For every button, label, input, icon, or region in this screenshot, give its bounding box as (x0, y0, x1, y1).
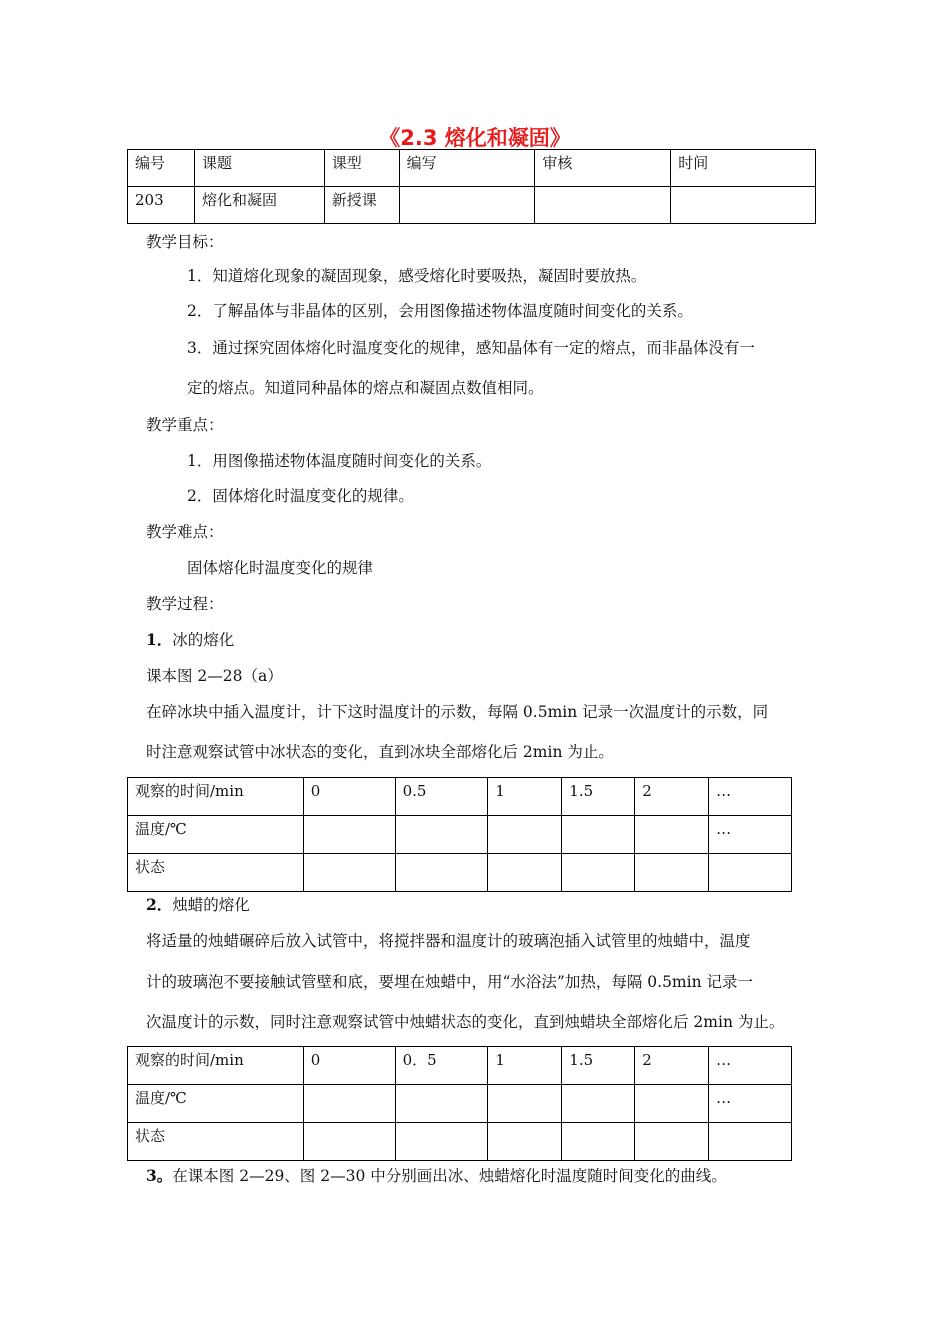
row-label: 观察的时间/min (128, 1047, 304, 1085)
table-row (128, 816, 792, 854)
table-cell: 1 (488, 778, 562, 816)
process-heading: 教学过程： (146, 595, 224, 613)
section-2-text: 次温度计的示数，同时注意观察试管中烛蜡状态的变化，直到烛蜡块全部熔化后 2min 为止。 (146, 1013, 785, 1031)
wax-observation-table (127, 1046, 792, 1161)
table-cell (635, 854, 709, 892)
objectives-heading: 教学目标： (146, 233, 224, 251)
table-cell (535, 187, 671, 224)
table-cell (395, 1085, 488, 1123)
table-cell: … (709, 816, 792, 854)
row-label: 状态 (128, 854, 304, 892)
section-body: 在课本图 2—29、图 2—30 中分别画出冰、烛蜡熔化时温度随时间变化的曲线。 (172, 1167, 727, 1185)
objective-item: 1．知道熔化现象的凝固现象，感受熔化时要吸热，凝固时要放热。 (187, 267, 647, 285)
difficulties-text: 固体熔化时温度变化的规律 (187, 559, 374, 577)
key-point-item: 2．固体熔化时温度变化的规律。 (187, 487, 414, 505)
lesson-info-table (127, 149, 816, 224)
table-cell (395, 1123, 488, 1161)
table-row (128, 1085, 792, 1123)
table-cell (488, 1085, 562, 1123)
section-number: 3。 (146, 1166, 173, 1185)
table-cell: 1.5 (562, 1047, 635, 1085)
section-2-text: 将适量的烛蜡碾碎后放入试管中，将搅拌器和温度计的玻璃泡插入试管里的烛蜡中，温度 (146, 932, 751, 950)
key-points-heading: 教学重点： (146, 416, 224, 434)
table-row (128, 1123, 792, 1161)
section-1-reference: 课本图 2—28（a） (146, 667, 283, 685)
page-title: 《2.3 熔化和凝固》 (379, 126, 571, 150)
table-cell (671, 187, 816, 224)
table-cell (399, 187, 535, 224)
table-cell: 1 (488, 1047, 562, 1085)
table-cell: 203 (128, 187, 195, 224)
objective-item: 2．了解晶体与非晶体的区别，会用图像描述物体温度随时间变化的关系。 (187, 302, 693, 320)
table-cell (488, 854, 562, 892)
table-cell (303, 816, 395, 854)
table-cell: 1.5 (562, 778, 635, 816)
row-label: 观察的时间/min (128, 778, 304, 816)
section-number: 1． (146, 630, 173, 649)
table-cell: 2 (635, 1047, 709, 1085)
table-row (128, 778, 792, 816)
section-title: 冰的熔化 (172, 631, 235, 649)
table-cell (562, 854, 635, 892)
table-row (128, 187, 816, 224)
header-cell: 编写 (399, 150, 535, 187)
table-cell (635, 1085, 709, 1123)
table-cell (488, 1123, 562, 1161)
section-1-text: 在碎冰块中插入温度计，计下这时温度计的示数，每隔 0.5min 记录一次温度计的示数，同 (146, 703, 769, 721)
row-label: 温度/℃ (128, 1085, 304, 1123)
table-cell (635, 816, 709, 854)
section-title: 烛蜡的熔化 (172, 896, 250, 914)
table-cell: 新授课 (324, 187, 399, 224)
table-cell (395, 854, 488, 892)
table-cell: … (709, 1085, 792, 1123)
table-cell (303, 1123, 395, 1161)
table-cell (303, 854, 395, 892)
table-cell (562, 1085, 635, 1123)
section-1-heading (146, 630, 234, 650)
table-row (128, 854, 792, 892)
table-cell: 0 (303, 1047, 395, 1085)
table-cell: 2 (635, 778, 709, 816)
table-cell: … (709, 778, 792, 816)
key-point-item: 1．用图像描述物体温度随时间变化的关系。 (187, 452, 492, 470)
table-cell (709, 1123, 792, 1161)
section-2-heading (146, 895, 250, 915)
table-cell (709, 854, 792, 892)
table-cell: 0.5 (395, 778, 488, 816)
section-number: 2． (146, 895, 173, 914)
table-cell (635, 1123, 709, 1161)
difficulties-heading: 教学难点： (146, 523, 224, 541)
table-cell (488, 816, 562, 854)
header-cell: 时间 (671, 150, 816, 187)
header-cell: 编号 (128, 150, 195, 187)
table-cell (395, 816, 488, 854)
row-label: 状态 (128, 1123, 304, 1161)
table-row (128, 1047, 792, 1085)
section-2-text: 计的玻璃泡不要接触试管壁和底，要埋在烛蜡中，用“水浴法”加热，每隔 0.5min 记录一 (146, 973, 753, 991)
header-cell: 审核 (535, 150, 671, 187)
table-row (128, 150, 816, 187)
table-cell: 0．5 (395, 1047, 488, 1085)
row-label: 温度/℃ (128, 816, 304, 854)
table-cell (562, 816, 635, 854)
table-cell: 0 (303, 778, 395, 816)
ice-observation-table (127, 777, 792, 892)
objective-item: 定的熔点。知道同种晶体的熔点和凝固点数值相同。 (187, 379, 544, 397)
header-cell: 课题 (194, 150, 324, 187)
table-cell: … (709, 1047, 792, 1085)
section-3-text (146, 1166, 727, 1186)
objective-item: 3．通过探究固体熔化时温度变化的规律，感知晶体有一定的熔点，而非晶体没有一 (187, 339, 755, 357)
section-1-text: 时注意观察试管中冰状态的变化，直到冰块全部熔化后 2min 为止。 (146, 743, 614, 761)
table-cell (303, 1085, 395, 1123)
header-cell: 课型 (324, 150, 399, 187)
table-cell (562, 1123, 635, 1161)
table-cell: 熔化和凝固 (194, 187, 324, 224)
